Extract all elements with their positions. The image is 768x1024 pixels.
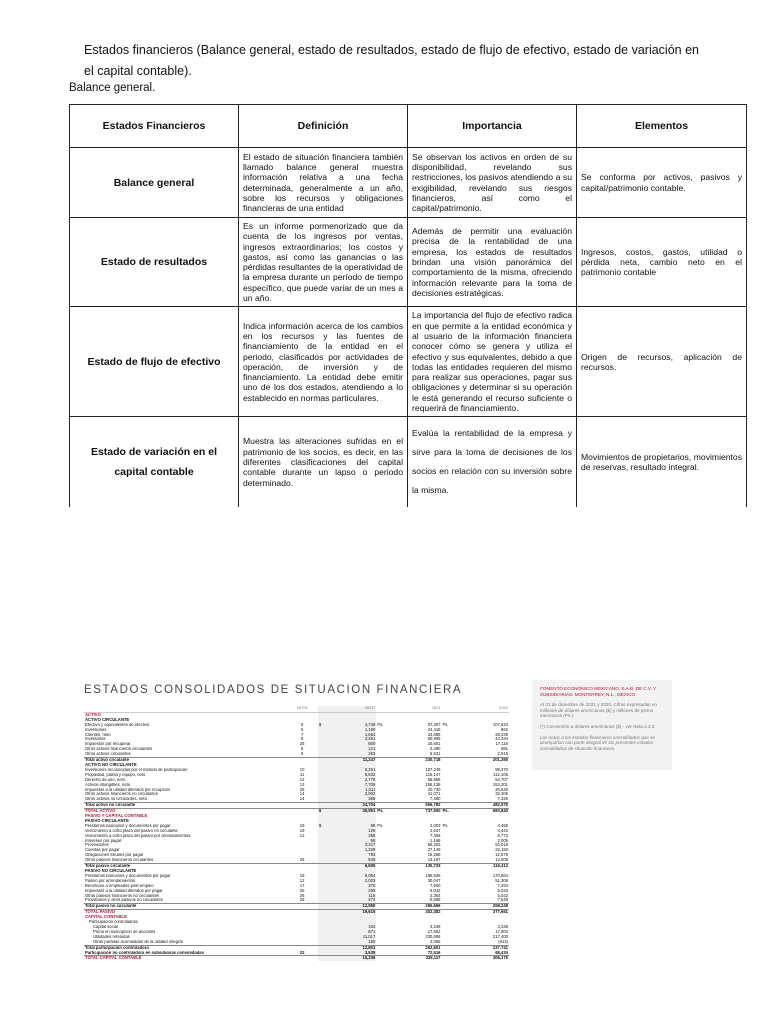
- report-row-currency: $: [318, 809, 329, 814]
- row-definition: Es un informe pormenorizado que da cuenta de los ingresos por ventas, ingresos extraordinarios; los costos y gastos, así como las ganancias o las pérdidas resultantes de la operatividad de la empresa durante un período de tiempo específico, que puede variar de un mes a un año.: [239, 218, 408, 307]
- report-row-label: Clientes, neto: [85, 732, 111, 737]
- report-row-note: 12: [299, 833, 305, 838]
- header-importance: Importancia: [408, 105, 577, 148]
- report-row-value-2020: 53,018: [495, 843, 508, 848]
- report-row-label: Vencimiento a corto plazo del pasivo no circulante: [85, 828, 178, 833]
- report-row-label: Intereses por pagar: [85, 838, 122, 843]
- report-row-label: ACTIVO CIRCULANTE: [85, 717, 130, 722]
- report-col-2021: 2021: [390, 706, 442, 712]
- report-row-note: 11: [299, 772, 305, 777]
- report-row-value-2021: 737,500: [390, 809, 442, 814]
- report-row-value-2021: 7,480: [430, 797, 441, 802]
- report-row-value-2021-usd: 2,002: [329, 792, 376, 797]
- report-row: [84, 956, 509, 961]
- report-row-value-2021: 24,415: [427, 727, 441, 732]
- report-row-value-2021-usd: 4,748: [329, 723, 376, 728]
- report-row-value-2020: 13,805: [495, 858, 508, 863]
- sidebar-company: FOMENTO ECONÓMICO MEXICANO, S.A.B. DE C.V. Y SUBSIDIARIAS. MONTERREY, N.L., MÉXICO: [540, 686, 656, 697]
- report-row-value-2021-usd: 871: [329, 930, 376, 935]
- report-row-value-2020: 862: [501, 727, 508, 732]
- report-body: [84, 706, 509, 961]
- report-row-note: 13: [299, 782, 305, 787]
- row-name: Estado de flujo de efectivo: [70, 307, 239, 417]
- row-definition: Indica información acerca de los cambios en los recursos y las fuentes de financiamiento de la entidad en el periodo, clasificados por actividades de operación, de inversión y de financiamiento. La entidad debe emitir uno de los dos estados, atendiendo a lo establecido en normas particulares.: [239, 307, 408, 417]
- intro-heading: Estados financieros (Balance general, estado de resultados, estado de flujo de efectivo, estado de variación en el capital contable).: [84, 43, 699, 78]
- report-row-value-2021-usd: 645: [329, 858, 376, 863]
- report-row-note: 25: [299, 888, 305, 893]
- report-row-value-2021: 107,249: [425, 767, 441, 772]
- report-row-value-2020: 306,175: [455, 956, 509, 961]
- report-row-value-2021-usd: 3,227: [329, 843, 376, 848]
- report-row-value-2020: 17,116: [495, 742, 508, 747]
- report-row-value-2021-usd: 800: [329, 742, 376, 747]
- report-row-value-2021-usd: 11,017: [329, 935, 376, 940]
- sidebar-note: (*) Conversión a dólares americanos ($) - ver Nota 2.2.3: [540, 723, 655, 729]
- report-row-value-2020: 112,106: [493, 772, 508, 777]
- report-row-value-2020: 6,772: [497, 833, 508, 838]
- report-row-value-2021-usd: 98: [329, 824, 376, 829]
- report-row-note: 8: [300, 737, 304, 742]
- report-row-value-2021: 9,668: [430, 898, 441, 903]
- report-row-value-2020: 3,348: [497, 924, 508, 929]
- report-row-note: 9: [300, 752, 304, 757]
- report-row-value-2020: 377,661: [455, 910, 509, 915]
- report-row-value-2021: 27,149: [427, 848, 441, 853]
- report-row-label: Total activo no circulante: [84, 803, 286, 809]
- report-row-value-2021-usd: 1,329: [329, 848, 376, 853]
- report-row-value-2021-usd: 150: [329, 940, 376, 945]
- report-row-value-2020: 201,265: [455, 758, 509, 763]
- report-row-label: Otros pasivos financieros no circulantes: [85, 893, 160, 898]
- report-row-label: Impuestos por recuperar: [85, 742, 131, 747]
- report-row-value-2021: 17,862: [427, 929, 441, 934]
- report-row-note: 26: [299, 893, 305, 898]
- report-row-value-2020: 683,840: [455, 809, 509, 814]
- report-row-value-2021: 265,666: [390, 904, 442, 910]
- report-row-currency: Ps.: [442, 722, 449, 727]
- report-row-note: 5: [300, 727, 304, 732]
- report-col-note: NOTA: [286, 706, 317, 712]
- report-row-label: Derecho de uso, neto: [85, 777, 126, 782]
- report-row-label: Propiedad, planta y equipo, neto: [85, 772, 146, 777]
- report-row-label: Participación controladora:: [89, 920, 139, 925]
- report-row-value-2021-usd: 6,605: [329, 864, 376, 869]
- report-row-value-2021-usd: 263: [329, 752, 376, 757]
- header-statements: Estados Financieros: [70, 105, 239, 148]
- report-row-note: 6: [300, 747, 304, 752]
- report-row-value-2020: (913): [498, 939, 508, 944]
- report-col-2020: 2020: [455, 706, 509, 712]
- report-row-value-2021: 7,306: [430, 833, 441, 838]
- report-row-value-2021-usd: 24,704: [329, 803, 376, 809]
- report-row-currency: Ps.: [442, 809, 455, 814]
- row-elements: Movimientos de propietarios, movimientos de reservas, resultado integral.: [577, 417, 747, 507]
- sidebar-footer: Las notas a los estados financieros consolidados que se acompañan son parte integral de los presentes estados consolidados de situación financiera.: [540, 734, 655, 751]
- report-row-label: Otros activos circulantes: [85, 752, 131, 757]
- report-row-value-2021: 3,085: [430, 939, 441, 944]
- report-row-value-2021: 16,601: [427, 742, 441, 747]
- report-row-value-2021: 335,117: [390, 956, 442, 961]
- row-elements: Se conforma por activos, pasivos y capital/patrimonio contable.: [577, 148, 747, 218]
- report-row-value-2020: 12,578: [495, 853, 508, 858]
- report-row-label: Pasivo por arrendamientos: [85, 878, 136, 883]
- report-row-note: 19: [299, 828, 305, 833]
- report-row-label: Préstamos bancarios y documentos por pagar: [85, 823, 171, 828]
- report-col-2021-usd: 2021*: [329, 706, 376, 712]
- report-row-label: ACTIVO: [85, 712, 101, 717]
- report-row-label: Cuentas por pagar: [85, 848, 120, 853]
- report-row-value-2021: 5,531: [430, 752, 441, 757]
- report-row-value-2021: 56,966: [427, 777, 441, 782]
- report-row-note: 26: [299, 858, 305, 863]
- report-row-note: 26: [299, 898, 305, 903]
- report-row-note: 25: [299, 742, 305, 747]
- report-table: [84, 706, 509, 961]
- report-row-label: Activos intangibles, neto: [85, 782, 131, 787]
- row-name: Estado de variación en el capital contable: [70, 417, 239, 507]
- row-definition: Muestra las alteraciones sufridas en el patrimonio de los socios, es decir, en las diferentes clasificaciones del capital contable durante un lapso o periodo determinado.: [239, 417, 408, 507]
- report-row-value-2021: 2,364: [430, 893, 441, 898]
- report-row-currency: Ps.: [377, 722, 384, 727]
- report-row-currency: $: [318, 824, 329, 829]
- report-row-value-2021-usd: 11,247: [329, 758, 376, 763]
- report-row-value-2021-usd: 1,190: [329, 728, 376, 733]
- report-row-value-2020: 7,548: [497, 898, 508, 903]
- report-row-currency: [442, 956, 455, 961]
- report-row-label: Impuestos a la utilidad diferidos por recuperar: [85, 787, 170, 792]
- report-row-note: 10: [299, 767, 305, 772]
- report-row-currency: Ps.: [377, 823, 384, 828]
- report-row-value-2021: 1,168: [430, 838, 441, 843]
- report-row-label: Total participación controladora: [84, 945, 286, 950]
- report-row-value-2021: 3,348: [430, 924, 441, 929]
- report-row-value-2020: 6,033: [497, 888, 508, 893]
- table-row: [70, 307, 747, 417]
- report-row-value-2021: 7,600: [430, 883, 441, 888]
- report-row-note: 22: [299, 950, 305, 955]
- report-row-value-2021: 158,138: [425, 782, 441, 787]
- report-row-value-2021-usd: 1,011: [329, 788, 376, 793]
- report-row-label: Inversiones reconocidas por el método de participación: [85, 767, 188, 772]
- financial-statements-table: [69, 104, 747, 507]
- report-row-value-2020: 28,339: [495, 732, 508, 737]
- report-row-value-2021: 115,147: [425, 772, 441, 777]
- report-row-label: Impuestos a la utilidad diferidos por pagar: [85, 888, 163, 893]
- report-row-value-2021-usd: 5,632: [329, 773, 376, 778]
- report-row-value-2021: 72,516: [427, 950, 441, 955]
- report-row-label: Obligaciones fiscales por pagar: [85, 853, 144, 858]
- row-importance: Se observan los activos en orden de su disponibilidad, revelando sus restricciones, los pasivos atendiendo a su exigibilidad, revelando sus riesgos financieros, así como el capital/patrimonio.: [408, 148, 577, 218]
- report-row-label: Otros pasivos financieros circulantes: [85, 858, 154, 863]
- report-row-value-2021-usd: 1,654: [329, 733, 376, 738]
- report-row-note: 14: [299, 792, 305, 797]
- report-row-label: TOTAL CAPITAL CONTABLE: [84, 956, 286, 961]
- report-row-value-2021: 185,945: [425, 873, 441, 878]
- report-row-note: 19: [299, 873, 305, 878]
- sidebar-date: Al 31 de diciembre de 2021 y 2020. Cifras expresadas en millones de dólares americanos ($) y millones de pesos mexicanos (Ps.).: [540, 702, 657, 719]
- report-row-value-2021-usd: 7,709: [329, 783, 376, 788]
- report-row-value-2021-usd: 16,336: [329, 956, 376, 961]
- report-row-value-2021-usd: 473: [329, 898, 376, 903]
- report-row-label: Préstamos bancarios y documentos por pagar: [85, 873, 171, 878]
- row-importance: La importancia del flujo de efectivo radica en que permite a la entidad económica y al usuario de la información financiera conocer cómo se genera y utiliza el efectivo y sus equivalentes, debido a que todas las entidades requieren del mismo para realizar sus operaciones, pagar sus obligaciones y determinar si su operación le está generando el recurso suficiente o requerirá de financiamiento.: [408, 307, 577, 417]
- report-row-value-2021: 16,268: [427, 853, 441, 858]
- report-row-note: 25: [299, 787, 305, 792]
- report-row-label: Proveedores: [85, 843, 109, 848]
- report-row-label: Inventarios: [85, 737, 106, 742]
- report-row-value-2021: 2,647: [430, 828, 441, 833]
- report-row-value-2020: 7,253: [497, 883, 508, 888]
- row-name: Balance general: [70, 148, 239, 218]
- header-elements: Elementos: [577, 105, 747, 148]
- report-row-label: PASIVO CIRCULANTE: [85, 818, 129, 823]
- report-row-value-2021-usd: 129: [329, 829, 376, 834]
- row-importance: Además de permitir una evaluación precisa de la rentabilidad de una empresa, los estados de resultados brindan una visión panorámica del comportamiento de la misma, ofreciendo información relevante para la toma de decisiones estratégicas.: [408, 218, 577, 307]
- report-row-value-2020: 107,624: [492, 722, 508, 727]
- report-row-value-2021-usd: 2,461: [329, 737, 376, 742]
- report-row-value-2021-usd: 2,003: [329, 879, 376, 884]
- report-row-note: 19: [299, 823, 305, 828]
- report-row-label: ACTIVO NO CIRCULANTE: [85, 762, 137, 767]
- report-row-value-2021: 135,733: [390, 864, 442, 869]
- report-row-currency: $: [318, 723, 329, 728]
- report-row-value-2020: 681: [501, 747, 508, 752]
- report-row-note: 12: [299, 878, 305, 883]
- report-row-note: 12: [299, 777, 305, 782]
- report-row-label: Capital social: [93, 924, 118, 929]
- report-row-value-2020: 54,707: [495, 777, 508, 782]
- report-row-value-2021: 30,047: [427, 878, 441, 883]
- report-row-value-2021: 50,895: [427, 737, 441, 742]
- report-row-label: CAPITAL CONTABLE: [85, 915, 127, 920]
- report-row-value-2021-usd: 2,778: [329, 778, 376, 783]
- report-row-label: Provisiones y otros pasivos no circulantes: [85, 898, 163, 903]
- report-row-value-2021: 506,782: [390, 803, 442, 809]
- report-row-value-2020: 170,864: [492, 873, 508, 878]
- report-row-value-2021: 20,730: [427, 787, 441, 792]
- report-row-value-2020: 98,370: [495, 767, 508, 772]
- row-definition: El estado de situación financiera también llamado balance general muestra información relativa a una fecha determinada, generalmente a un año, sobre los recursos y obligaciones financieras de una entidad: [239, 148, 408, 218]
- report-row-value-2021: 2,480: [430, 747, 441, 752]
- report-row-value-2020: 17,904: [495, 929, 508, 934]
- row-elements: Origen de recursos, aplicación de recursos.: [577, 307, 747, 417]
- report-row-value-2021-usd: 56: [329, 839, 376, 844]
- report-row-value-2021-usd: 370: [329, 884, 376, 889]
- report-row-label: TOTAL PASIVO: [84, 910, 286, 915]
- report-row-value-2021-usd: 164: [329, 925, 376, 930]
- report-row-value-2020: 4,465: [497, 823, 508, 828]
- report-row-value-2021-usd: 35,951: [329, 809, 376, 814]
- report-row-value-2020: 20,849: [495, 787, 508, 792]
- report-row-value-2020: 153,301: [492, 782, 508, 787]
- report-row-label: PASIVO Y CAPITAL CONTABLE: [85, 814, 148, 819]
- report-row-value-2021-usd: 121: [329, 747, 376, 752]
- report-row-value-2021-usd: 295: [329, 889, 376, 894]
- report-row-value-2021: 13,197: [427, 858, 441, 863]
- report-row-label: Inversiones: [85, 727, 107, 732]
- report-row-value-2021-usd: 3,535: [329, 951, 376, 956]
- report-row-label: Participación no controladora en subsidiarias consolidadas: [85, 950, 204, 955]
- report-row-value-2020: 7,326: [497, 797, 508, 802]
- report-row-label: Efectivo y equivalentes de efectivo: [85, 722, 150, 727]
- report-row-currency: Ps.: [376, 809, 389, 814]
- report-row-value-2021: 33,886: [427, 732, 441, 737]
- report-row-value-2020: 119,413: [455, 864, 509, 869]
- report-row-value-2020: 2,915: [497, 752, 508, 757]
- report-row-currency: [318, 956, 329, 961]
- report-row-value-2021-usd: 12,801: [329, 945, 376, 950]
- report-row-currency: Ps.: [442, 823, 449, 828]
- report-row-value-2021: 230,718: [390, 758, 442, 763]
- report-row-value-2021: 66,203: [427, 843, 441, 848]
- table-row: [70, 218, 747, 307]
- report-row-note: [286, 956, 317, 961]
- report-row-label: Otros activos financieros circulantes: [85, 747, 153, 752]
- report-row-currency: [376, 956, 389, 961]
- report-row-label: TOTAL ACTIVO: [84, 809, 286, 814]
- report-row-value-2020: 51,306: [495, 878, 508, 883]
- report-row-value-2020: 32,306: [495, 792, 508, 797]
- report-row-value-2020: 258,248: [455, 904, 509, 910]
- report-row-label: Total activo circulante: [84, 758, 286, 763]
- report-row-value-2020: 22,150: [495, 848, 508, 853]
- report-row-value-2021: 230,506: [425, 934, 441, 939]
- financial-position-report: [84, 684, 684, 1024]
- report-row-value-2021-usd: 5,251: [329, 768, 376, 773]
- table-row: [70, 417, 747, 507]
- report-row-label: PASIVO NO CIRCULANTE: [85, 869, 137, 873]
- report-row-label: Vencimiento a corto plazo del pasivo por arrendamientos: [85, 833, 191, 838]
- report-row-value-2021: 262,601: [390, 945, 442, 950]
- report-row-value-2021: 402,382: [390, 910, 442, 915]
- report-row-value-2021: 6,042: [430, 888, 441, 893]
- report-row-value-2020: 4,443: [497, 828, 508, 833]
- report-row-note: 14: [299, 797, 305, 802]
- report-row-value-2021-usd: 793: [329, 853, 376, 858]
- table-header-row: [70, 105, 747, 148]
- report-row-label: Otros activos no circulantes, neto: [85, 797, 147, 802]
- report-row-value-2020: 2,005: [497, 838, 508, 843]
- report-row-label: Prima en suscripción de acciones: [93, 929, 156, 934]
- report-row-label: Total pasivo no circulante: [84, 904, 286, 910]
- report-row-label: Beneficios a empleados post-empleo: [85, 883, 154, 888]
- report-row-value-2020: 217,400: [492, 934, 508, 939]
- report-row-value-2020: 68,434: [495, 950, 508, 955]
- report-row-label: Utilidades retenidas: [93, 934, 130, 939]
- report-row-value-2021-usd: 366: [329, 797, 376, 802]
- report-row-value-2021-usd: 19,615: [329, 910, 376, 915]
- report-row-value-2021-usd: 115: [329, 894, 376, 899]
- report-row-value-2021: 2,003: [430, 823, 441, 828]
- row-elements: Ingresos, costos, gastos, utilidad o pérdida neta, cambio neto en el patrimonio contable: [577, 218, 747, 307]
- report-row-note: 17: [299, 883, 305, 888]
- row-name: Estado de resultados: [70, 218, 239, 307]
- report-row-value-2020: 237,741: [455, 945, 509, 950]
- report-row-value-2021-usd: 9,064: [329, 874, 376, 879]
- table-row: [70, 148, 747, 218]
- row-importance: Evalúa la rentabilidad de la empresa y sirve para la toma de decisiones de los socios en relación con su inversión sobre la misma.: [408, 417, 577, 507]
- report-row-note: 7: [300, 732, 304, 737]
- report-row-note: 5: [300, 722, 304, 727]
- report-row-label: Otros activos financieros no circulantes: [85, 792, 158, 797]
- report-row-label: Total pasivo circulante: [84, 864, 286, 869]
- report-title: ESTADOS CONSOLIDADOS DE SITUACIÓN FINANCIERA: [84, 684, 463, 696]
- report-row-value-2021-usd: 12,950: [329, 904, 376, 910]
- report-row-value-2021: 97,407: [427, 722, 441, 727]
- report-row-value-2020: 5,022: [497, 893, 508, 898]
- report-row-value-2021-usd: 356: [329, 834, 376, 839]
- header-definition: Definición: [239, 105, 408, 148]
- report-row-value-2020: 44,334: [495, 737, 508, 742]
- report-row-label: Otras partidas acumuladas de la utilidad integral: [93, 939, 183, 944]
- report-row-value-2020: 482,575: [455, 803, 509, 809]
- balance-subheading: Balance general.: [69, 82, 156, 94]
- report-row-value-2021: 41,071: [427, 792, 441, 797]
